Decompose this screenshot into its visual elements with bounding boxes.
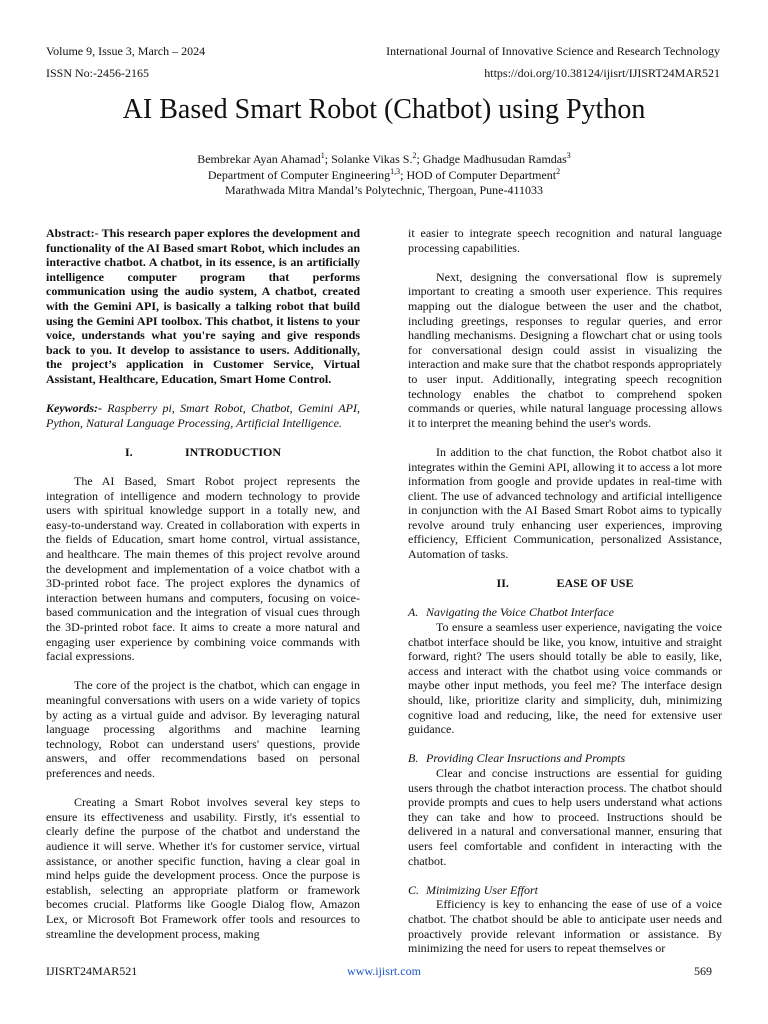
hod-sup: 2: [556, 166, 561, 176]
paragraph: Creating a Smart Robot involves several key steps to ensure its effectiveness and usability. Firstly, it's essential to clearly define the purpose of the chatbot and understand the audience it will serve. Whether it's for customer service, virtual assistance, or another specific function, having a clear goal in mind helps guide the development process. Once the purpose is establish, selecting an appropriate platform or framework becomes crucial. Platforms like Google Dialog flow, Amazon Lex, or Microsoft Bot Framework offer tools and resources to streamline the development process, making: [46, 795, 360, 941]
author-names: [0, 152, 768, 168]
issn: ISSN No:-2456-2165: [46, 66, 150, 80]
volume-info: Volume 9, Issue 3, March – 2024: [46, 44, 206, 58]
keywords-text: Raspberry pi, Smart Robot, Chatbot, Gemini API, Python, Natural Language Processing, Artificial Intelligence.: [46, 401, 360, 430]
subsection-title: Providing Clear Insructions and Prompts: [426, 751, 626, 766]
subsection-letter: A.: [408, 605, 419, 620]
subsection-title: Minimizing User Effort: [426, 882, 539, 897]
subsection-title: Navigating the Voice Chatbot Interface: [426, 605, 614, 620]
paragraph: Next, designing the conversational flow is supremely important to creating a smooth user experience. This requires mapping out the dialogue between the user and the chatbot, including greetings, responses to regular queries, and error handling mechanisms. Designing a flowchart chat or using tools for conversational design could assist in visualizing the interaction and make sure that the chatbot responds appropriately to user input. Additionally, integrating speech recognition technology enables the chatbot to comprehend spoken commands or queries, while natural language processing allows it to interpret the meaning behind the user's words.: [408, 269, 722, 430]
doi-link[interactable]: https://doi.org/10.38124/ijisrt/IJISRT24MAR521: [484, 66, 720, 80]
subsection-heading: [408, 605, 722, 620]
section-heading-ease-of-use: [408, 576, 722, 591]
paragraph: The core of the project is the chatbot, which can engage in meaningful conversations with users on a wide variety of topics by acting as a virtual guide and advisor. By leveraging natural language processing algorithms and machine learning technology, Robot can understand users' questions, provide answers, and offer recommendations based on personal preferences and needs.: [46, 678, 360, 780]
footer-paper-id: IJISRT24MAR521: [46, 964, 138, 978]
hod: ; HOD of Computer Department: [400, 167, 557, 182]
author-3: ; Ghadge Madhusudan Ramdas: [416, 152, 567, 166]
keywords: [46, 401, 360, 430]
paper-title: AI Based Smart Robot (Chatbot) using Python: [122, 94, 646, 125]
paragraph-continued: it easier to integrate speech recognition and natural language processing capabilities.: [408, 226, 722, 255]
author-1: Bembrekar Ayan Ahamad: [197, 152, 321, 166]
paragraph: To ensure a seamless user experience, navigating the voice chatbot interface should be like, you know, intuitive and straight forward, right? The users should totally be able to easily, like, access and interact with the chatbot using voice commands or maybe other input methods, you feel me? The interface design should, like, prioritize clarity and simplicity, duh, minimizing cognitive load and reducing, like, the need for extensive user guidance.: [408, 620, 722, 737]
department: Department of Computer Engineering: [207, 167, 391, 182]
author-2-sup: 2: [412, 151, 417, 160]
section-title: EASE OF USE: [556, 576, 634, 591]
subsection-heading: [408, 883, 722, 898]
paragraph: The AI Based, Smart Robot project represents the integration of intelligence and modern technology to provide users with spiritual knowledge support in a totally new, and easy-to-understand way. Created in collaboration with experts in the fields of Education, smart home control, virtual assistance, and healthcare. The main themes of this project revolve around the development and implementation of a voice chatbot with a 3D-printed robot face. The project explores the dynamics of interaction between humans and computers, focusing on voice-based communication and the integration of visual cues through the 3D-printed robot face. It aims to create a more natural and engaging user experience by combining voice commands with facial expressions.: [46, 474, 360, 664]
left-column: [46, 226, 360, 956]
keywords-label: Keywords:-: [46, 401, 102, 416]
department-sup: 1,3: [390, 166, 401, 176]
abstract: Abstract:- This research paper explores the development and functionality of the AI Based smart Robot, which includes an interactive chatbot. A chatbot, in its essence, is an artificially intelligence computer program that performs communication using the audio system, A chatbot, created with the Gemini API, is basically a talking robot that build using the Gemini API toolbox. This chatbot, it listens to your voice, understands what you're saying and give responds back to you. It develop to assistance to users. Additionally, the project’s application in Customer Service, Virtual Assistant, Healthcare, Education, Smart Home Control.: [46, 226, 360, 386]
right-column: [408, 226, 722, 970]
subsection-letter: B.: [408, 751, 419, 766]
journal-name: International Journal of Innovative Science and Research Technology: [386, 44, 720, 58]
section-number: I.: [124, 444, 133, 459]
paragraph: Clear and concise instructions are essential for guiding users through the chatbot interaction process. The chatbot should provide prompts and cues to help users understand what actions they can take and how to proceed. Instructions should be delivered in a natural and conversational manner, ensuring that users feel comfortable and confident in interacting with the chatbot.: [408, 765, 722, 868]
author-affiliation: [0, 168, 768, 184]
subsection-heading: [408, 751, 722, 766]
paragraph: Efficiency is key to enhancing the ease of use of a voice chatbot. The chatbot should be able to anticipate user needs and proactively provide relevant information or assistance. By minimizing the need for users to repeat themselves or: [408, 897, 722, 956]
paragraph: In addition to the chat function, the Robot chatbot also it integrates within the Gemini API, allowing it to access a lot more information from google and provide updates in real-time with client. The use of advanced technology and artificial intelligence in conjunction with the AI Based Smart Robot aims to typically revolve around truly enhancing user experiences, improving efficiency, Efficient Communication, personalized Assistance, Automation of tasks.: [408, 444, 722, 562]
section-title: INTRODUCTION: [184, 444, 281, 459]
author-1-sup: 1: [320, 151, 325, 160]
footer-website-link[interactable]: www.ijisrt.com: [347, 964, 421, 978]
section-number: II.: [496, 576, 509, 591]
section-heading-introduction: [46, 445, 360, 460]
author-block: [0, 152, 768, 199]
page-number: 569: [694, 964, 712, 978]
subsection-letter: C.: [408, 882, 420, 897]
author-3-sup: 3: [566, 151, 571, 160]
institution: Marathwada Mitra Mandal’s Polytechnic, Thergoan, Pune-411033: [224, 183, 544, 197]
author-2: ; Solanke Vikas S.: [324, 152, 413, 166]
